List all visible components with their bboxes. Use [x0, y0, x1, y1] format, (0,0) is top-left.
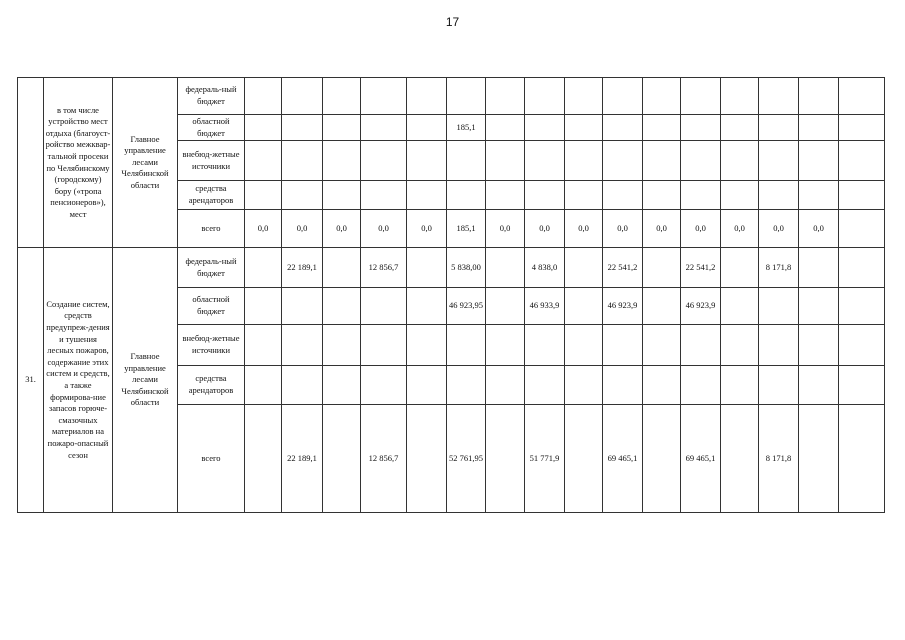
- amount-cell: 0,0: [759, 210, 799, 248]
- amount-cell: [323, 141, 361, 181]
- amount-cell: [839, 288, 885, 325]
- amount-cell: 0,0: [603, 210, 643, 248]
- amount-cell: [486, 141, 525, 181]
- amount-cell: [407, 288, 447, 325]
- amount-cell: [361, 115, 407, 141]
- amount-cell: 185,1: [447, 115, 486, 141]
- funding-source: внебюд-жетные источники: [178, 325, 245, 366]
- amount-cell: 69 465,1: [681, 405, 721, 513]
- amount-cell: [759, 115, 799, 141]
- amount-cell: [486, 181, 525, 210]
- amount-cell: [643, 141, 681, 181]
- amount-cell: [565, 181, 603, 210]
- amount-cell: 46 923,9: [681, 288, 721, 325]
- amount-cell: [565, 78, 603, 115]
- amount-cell: [565, 141, 603, 181]
- amount-cell: 0,0: [407, 210, 447, 248]
- amount-cell: [839, 78, 885, 115]
- amount-cell: [407, 405, 447, 513]
- amount-cell: [799, 78, 839, 115]
- amount-cell: [799, 366, 839, 405]
- amount-cell: [323, 115, 361, 141]
- amount-cell: [603, 141, 643, 181]
- amount-cell: 22 541,2: [603, 248, 643, 288]
- funding-source: областной бюджет: [178, 115, 245, 141]
- funding-source: всего: [178, 210, 245, 248]
- amount-cell: 69 465,1: [603, 405, 643, 513]
- amount-cell: 0,0: [643, 210, 681, 248]
- amount-cell: [407, 366, 447, 405]
- amount-cell: [525, 366, 565, 405]
- amount-cell: [323, 405, 361, 513]
- amount-cell: [799, 141, 839, 181]
- amount-cell: [643, 366, 681, 405]
- amount-cell: [839, 115, 885, 141]
- amount-cell: [525, 78, 565, 115]
- amount-cell: [603, 78, 643, 115]
- amount-cell: [486, 115, 525, 141]
- amount-cell: 12 856,7: [361, 405, 407, 513]
- amount-cell: [407, 115, 447, 141]
- activity-name: в том числе устройство мест отдыха (благоуст-ройство межквар-тальной просеки по Челябинскому (городскому) бору («тропа пенсионеров»), мест: [44, 78, 113, 248]
- amount-cell: [245, 181, 282, 210]
- amount-cell: [799, 248, 839, 288]
- amount-cell: 0,0: [323, 210, 361, 248]
- amount-cell: [361, 181, 407, 210]
- amount-cell: [721, 141, 759, 181]
- amount-cell: [245, 248, 282, 288]
- amount-cell: 46 923,95: [447, 288, 486, 325]
- amount-cell: [681, 78, 721, 115]
- amount-cell: [721, 181, 759, 210]
- amount-cell: [447, 325, 486, 366]
- amount-cell: [721, 115, 759, 141]
- amount-cell: [681, 181, 721, 210]
- amount-cell: 46 933,9: [525, 288, 565, 325]
- amount-cell: [565, 325, 603, 366]
- amount-cell: [643, 288, 681, 325]
- funding-source: федераль-ный бюджет: [178, 248, 245, 288]
- amount-cell: [799, 405, 839, 513]
- amount-cell: [361, 325, 407, 366]
- amount-cell: 46 923,9: [603, 288, 643, 325]
- item-number: 31.: [18, 248, 44, 513]
- amount-cell: [643, 405, 681, 513]
- amount-cell: [361, 288, 407, 325]
- amount-cell: [282, 366, 323, 405]
- amount-cell: [681, 325, 721, 366]
- amount-cell: [282, 325, 323, 366]
- amount-cell: [565, 248, 603, 288]
- amount-cell: [407, 181, 447, 210]
- amount-cell: [839, 366, 885, 405]
- item-number: [18, 78, 44, 248]
- amount-cell: [643, 181, 681, 210]
- amount-cell: [565, 115, 603, 141]
- amount-cell: [323, 78, 361, 115]
- amount-cell: [643, 248, 681, 288]
- amount-cell: [721, 405, 759, 513]
- amount-cell: [282, 141, 323, 181]
- amount-cell: [245, 115, 282, 141]
- table-row: [18, 78, 885, 115]
- amount-cell: 4 838,0: [525, 248, 565, 288]
- amount-cell: [282, 115, 323, 141]
- amount-cell: [681, 141, 721, 181]
- amount-cell: [323, 248, 361, 288]
- amount-cell: [282, 288, 323, 325]
- amount-cell: [839, 141, 885, 181]
- amount-cell: [407, 78, 447, 115]
- amount-cell: [486, 366, 525, 405]
- amount-cell: 0,0: [525, 210, 565, 248]
- amount-cell: [486, 288, 525, 325]
- amount-cell: [565, 288, 603, 325]
- funding-source: средства арендаторов: [178, 366, 245, 405]
- amount-cell: [759, 366, 799, 405]
- amount-cell: [323, 366, 361, 405]
- amount-cell: [282, 78, 323, 115]
- amount-cell: [361, 78, 407, 115]
- amount-cell: [525, 181, 565, 210]
- amount-cell: [799, 181, 839, 210]
- amount-cell: [839, 248, 885, 288]
- page-number: 17: [445, 15, 460, 29]
- amount-cell: [603, 181, 643, 210]
- funding-source: внебюд-жетные источники: [178, 141, 245, 181]
- amount-cell: [721, 325, 759, 366]
- amount-cell: 5 838,00: [447, 248, 486, 288]
- amount-cell: [282, 181, 323, 210]
- amount-cell: [323, 288, 361, 325]
- amount-cell: 0,0: [486, 210, 525, 248]
- amount-cell: [643, 325, 681, 366]
- amount-cell: 8 171,8: [759, 405, 799, 513]
- amount-cell: [407, 325, 447, 366]
- amount-cell: [486, 248, 525, 288]
- amount-cell: 52 761,95: [447, 405, 486, 513]
- amount-cell: 0,0: [245, 210, 282, 248]
- amount-cell: [681, 366, 721, 405]
- amount-cell: [603, 366, 643, 405]
- amount-cell: 51 771,9: [525, 405, 565, 513]
- amount-cell: [799, 115, 839, 141]
- amount-cell: [603, 115, 643, 141]
- amount-cell: [839, 181, 885, 210]
- amount-cell: 8 171,8: [759, 248, 799, 288]
- amount-cell: 0,0: [721, 210, 759, 248]
- amount-cell: [721, 78, 759, 115]
- amount-cell: 22 189,1: [282, 248, 323, 288]
- amount-cell: [323, 181, 361, 210]
- amount-cell: 22 189,1: [282, 405, 323, 513]
- amount-cell: [447, 366, 486, 405]
- responsible-organization: Главное управление лесами Челябинской области: [113, 78, 178, 248]
- amount-cell: 22 541,2: [681, 248, 721, 288]
- responsible-organization: Главное управление лесами Челябинской области: [113, 248, 178, 513]
- amount-cell: 0,0: [799, 210, 839, 248]
- funding-source: областной бюджет: [178, 288, 245, 325]
- amount-cell: [447, 181, 486, 210]
- amount-cell: [361, 366, 407, 405]
- amount-cell: [407, 248, 447, 288]
- amount-cell: [643, 78, 681, 115]
- amount-cell: [245, 325, 282, 366]
- amount-cell: [245, 288, 282, 325]
- amount-cell: [839, 210, 885, 248]
- funding-source: средства арендаторов: [178, 181, 245, 210]
- amount-cell: 0,0: [565, 210, 603, 248]
- budget-table: [17, 77, 885, 513]
- amount-cell: [525, 141, 565, 181]
- amount-cell: 0,0: [681, 210, 721, 248]
- amount-cell: [759, 141, 799, 181]
- amount-cell: [323, 325, 361, 366]
- amount-cell: [447, 78, 486, 115]
- amount-cell: [245, 366, 282, 405]
- funding-source: федераль-ный бюджет: [178, 78, 245, 115]
- table-row: [18, 248, 885, 288]
- amount-cell: [486, 78, 525, 115]
- amount-cell: 0,0: [361, 210, 407, 248]
- amount-cell: [759, 288, 799, 325]
- amount-cell: [525, 115, 565, 141]
- amount-cell: [721, 248, 759, 288]
- amount-cell: [759, 78, 799, 115]
- amount-cell: [565, 405, 603, 513]
- amount-cell: [799, 325, 839, 366]
- amount-cell: 185,1: [447, 210, 486, 248]
- amount-cell: [839, 405, 885, 513]
- amount-cell: [245, 78, 282, 115]
- amount-cell: [525, 325, 565, 366]
- activity-name: Создание систем, средств предупреж-дения и тушения лесных пожаров, содержание этих систем и средств, а также формирова-ние запасов горюче-смазочных материалов на пожаро-опасный сезон: [44, 248, 113, 513]
- amount-cell: [447, 141, 486, 181]
- amount-cell: [245, 141, 282, 181]
- amount-cell: [565, 366, 603, 405]
- amount-cell: [603, 325, 643, 366]
- amount-cell: [839, 325, 885, 366]
- amount-cell: [759, 325, 799, 366]
- amount-cell: [799, 288, 839, 325]
- amount-cell: [759, 181, 799, 210]
- funding-source: всего: [178, 405, 245, 513]
- amount-cell: [245, 405, 282, 513]
- amount-cell: 0,0: [282, 210, 323, 248]
- amount-cell: [486, 405, 525, 513]
- amount-cell: [361, 141, 407, 181]
- amount-cell: [643, 115, 681, 141]
- amount-cell: [721, 288, 759, 325]
- amount-cell: [486, 325, 525, 366]
- amount-cell: 12 856,7: [361, 248, 407, 288]
- amount-cell: [681, 115, 721, 141]
- amount-cell: [721, 366, 759, 405]
- amount-cell: [407, 141, 447, 181]
